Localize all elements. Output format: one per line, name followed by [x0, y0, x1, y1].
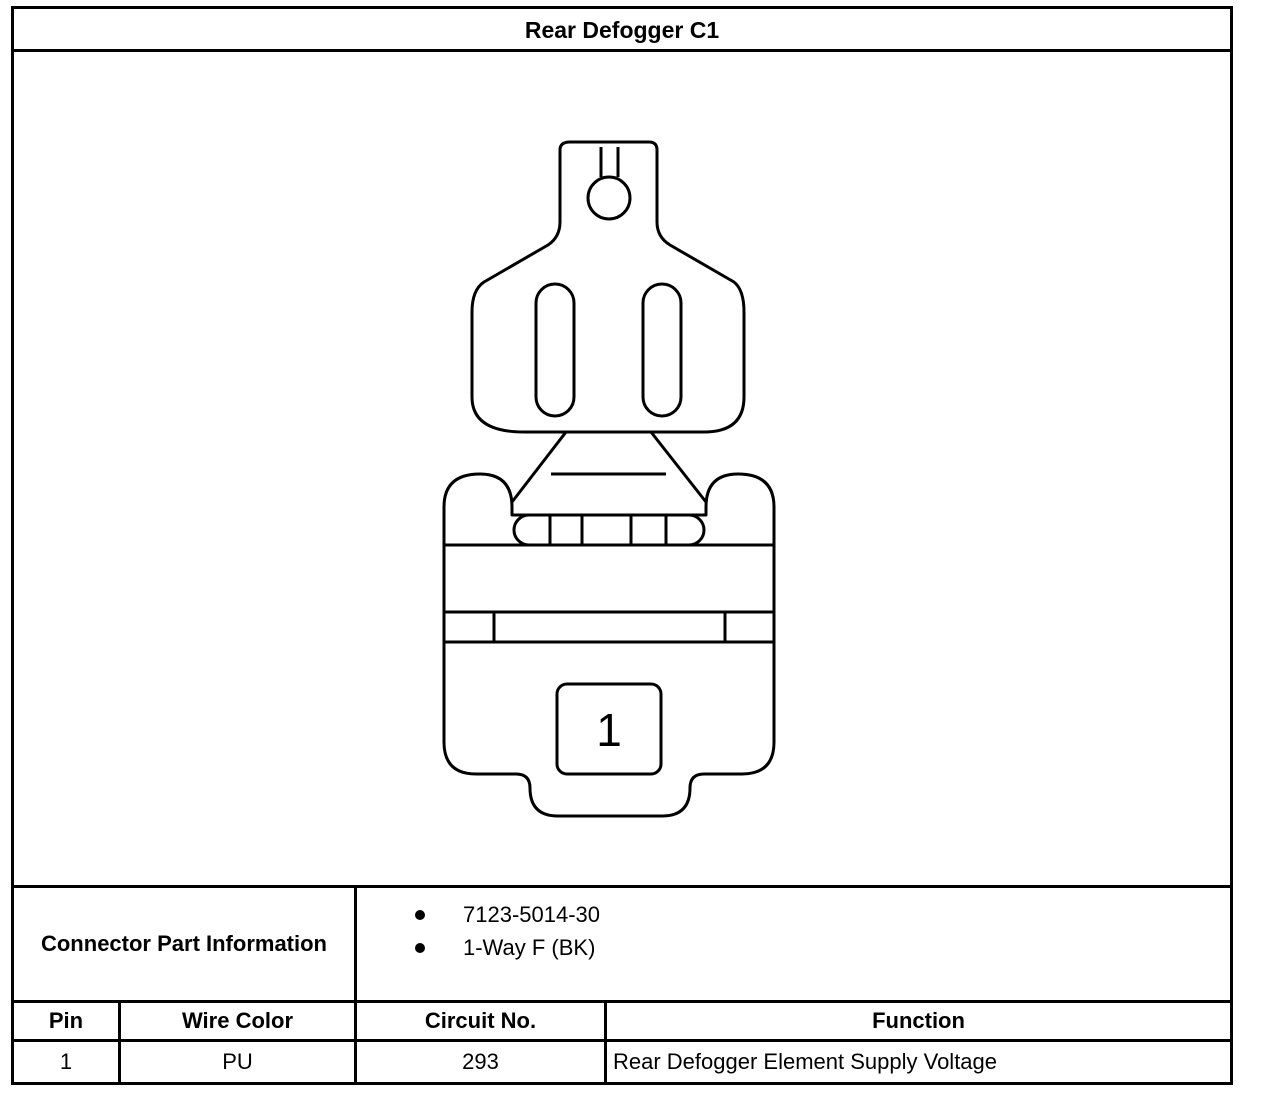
neck-right: [651, 432, 706, 502]
bullet-icon: [415, 910, 425, 920]
neck-left: [512, 432, 566, 502]
part-info-list: [357, 888, 1230, 1000]
cavity-1-label: 1: [596, 704, 622, 756]
circuit-number: 293: [357, 1042, 607, 1082]
housing-body: [444, 474, 774, 816]
latch-slot-right: [643, 284, 681, 416]
connector-drawing: [14, 52, 1230, 885]
part-info-label: Connector Part Information: [14, 888, 357, 1000]
pin-function: Rear Defogger Element Supply Voltage: [613, 1049, 998, 1074]
connector-part-info: [14, 885, 1230, 1003]
part-number: 7123-5014-30: [463, 902, 601, 927]
bullet-icon: [415, 943, 425, 953]
part-info-item: [415, 902, 600, 928]
header-pin: Pin: [14, 1003, 121, 1039]
connector-face-view: [14, 52, 1230, 885]
part-info-item: [415, 935, 595, 961]
connector-description: 1-Way F (BK): [463, 935, 596, 960]
latch-slot-left: [536, 284, 574, 416]
page-title: Rear Defogger C1: [14, 9, 1230, 52]
header-wire-color: Wire Color: [121, 1003, 357, 1039]
header-function: Function: [872, 1008, 965, 1033]
wire-color: PU: [121, 1042, 357, 1082]
connector-sheet: [11, 6, 1233, 1085]
lock-rail: [514, 515, 704, 545]
pin-table-header: [14, 1003, 1230, 1042]
header-circuit: Circuit No.: [357, 1003, 607, 1039]
key-hole: [588, 177, 630, 219]
table-row: [14, 1042, 1230, 1082]
pin-number: 1: [14, 1042, 121, 1082]
